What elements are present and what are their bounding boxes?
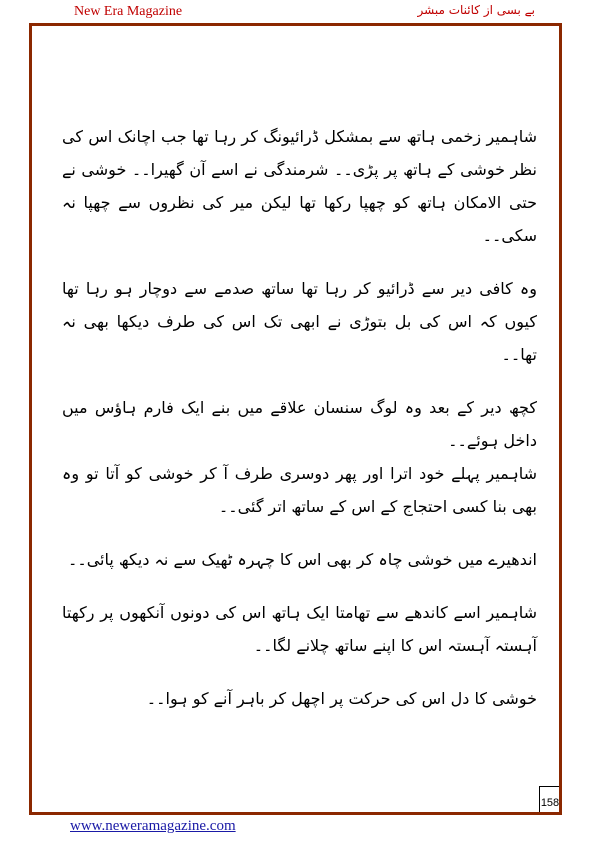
website-link[interactable]: www.neweramagazine.com: [70, 818, 236, 834]
paragraph-4: شاہمیر پہلے خود اترا اور پھر دوسری طرف آ کر خوشی کو آتا تو وہ بھی بنا کسی احتجاج کے اس کے ساتھ اتر گئی۔۔: [62, 464, 537, 516]
page-number: 158: [540, 797, 560, 809]
paragraph-6: شاہمیر اسے کاندھے سے تھامتا ایک ہاتھ اس کی دونوں آنکھوں پر رکھتا آہستہ آہستہ اس کا اپنے ساتھ چلانے لگا۔۔: [62, 603, 537, 655]
story-body: [62, 120, 537, 735]
paragraph-5: اندھیرے میں خوشی چاہ کر بھی اس کا چہرہ ٹھیک سے نہ دیکھ پائی۔۔: [67, 550, 537, 569]
paragraph-2: وہ کافی دیر سے ڈرائیو کر رہا تھا ساتھ صدمے سے دوچار ہو رہا تھا کیوں کہ اس کی بل بتوڑی نے ابھی تک اس کی طرف دیکھا بھی نہ تھا۔۔: [62, 279, 537, 364]
story-title: بے بسی از کائنات مبشر: [417, 3, 535, 17]
magazine-name: New Era Magazine: [74, 4, 183, 19]
paragraph-1: شاہمیر زخمی ہاتھ سے بمشکل ڈرائیونگ کر رہا تھا جب اچانک اس کی نظر خوشی کے ہاتھ پر پڑی۔۔ شرمندگی نے اسے آن گھیرا۔۔ خوشی نے حتی الامکان ہاتھ کو چھپا رکھا تھا لیکن میر کی نظروں سے چھپا نہ سکی۔۔: [62, 127, 537, 245]
paragraph-3: کچھ دیر کے بعد وہ لوگ سنسان علاقے میں بنے ایک فارم ہاؤس میں داخل ہوئے۔۔: [62, 398, 537, 450]
paragraph-7: خوشی کا دل اس کی حرکت پر اچھل کر باہر آنے کو ہوا۔۔: [146, 689, 537, 708]
